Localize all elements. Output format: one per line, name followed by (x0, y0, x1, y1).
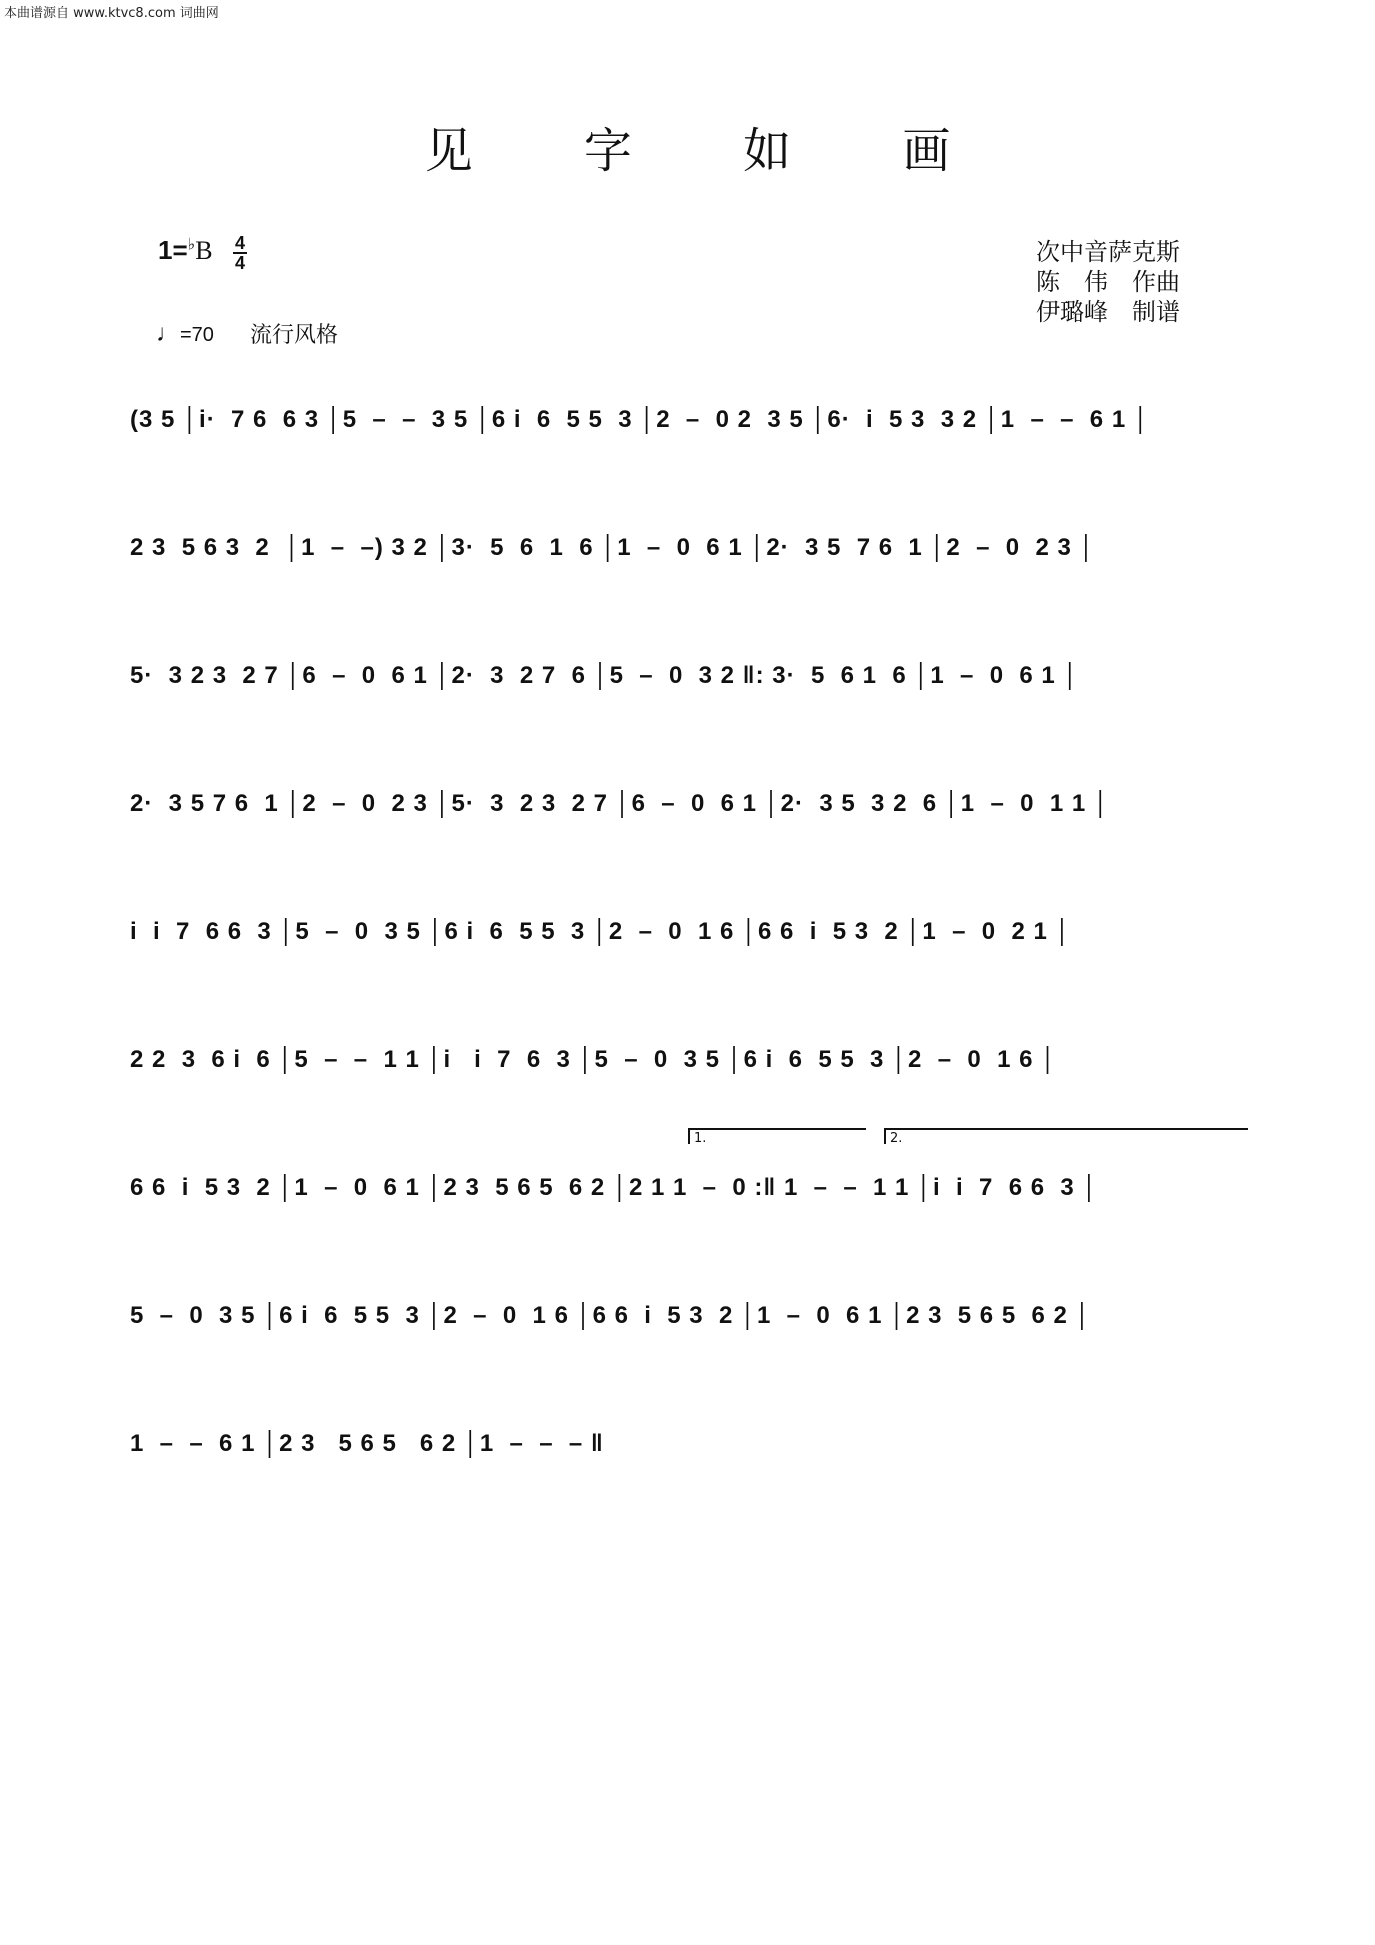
credit-arranger: 伊璐峰 制谱 (1036, 300, 1180, 326)
score-line (130, 656, 1246, 716)
volta-label-2: 2. (890, 1131, 903, 1146)
key-one: 1= (158, 234, 188, 265)
quarter-note-icon: ♩ (156, 320, 180, 347)
score-line-text: 5 – 0 3 5 │6 i 6 5 5 3 │2 – 0 1 6 │6 6 i 5 3 2 │1 – 0 6 1 │2 3 5 6 5 6 2 │ (130, 1302, 1092, 1329)
volta-bracket-1 (688, 1128, 866, 1144)
score-line-text: 2 3 5 6 3 2 │1 – –) 3 2 │3· 5 6 1 6 │1 – 0 6 1 │2· 3 5 7 6 1 │2 – 0 2 3 │ (130, 534, 1096, 561)
score-line (130, 400, 1246, 460)
score-line (130, 912, 1246, 972)
site-header: 本曲谱源自 www.ktvc8.com 词曲网 (4, 6, 219, 21)
time-signature (233, 234, 247, 272)
score-line (130, 1040, 1246, 1100)
credit-instrument: 次中音萨克斯 (1036, 240, 1180, 266)
score-line (130, 784, 1246, 844)
score-line (130, 1131, 1246, 1228)
score-line (130, 1424, 1246, 1484)
score-line-text: 2 2 3 6 i 6 │5 – – 1 1 │i i 7 6 3 │5 – 0 3 5 │6 i 6 5 5 3 │2 – 0 1 6 │ (130, 1046, 1058, 1073)
credit-composer: 陈 伟 作曲 (1036, 270, 1180, 296)
style-label: 流行风格 (250, 323, 339, 348)
score-line-text: (3 5 │i· 7 6 6 3 │5 – – 3 5 │6 i 6 5 5 3 │2 – 0 2 3 5 │6· i 5 3 3 2 │1 – – 6 1 │ (130, 406, 1150, 433)
meter-denominator: 4 (235, 253, 246, 273)
song-title: 见 字 如 画 (424, 123, 999, 179)
score-line-text: 2· 3 5 7 6 1 │2 – 0 2 3 │5· 3 2 3 2 7 │6 – 0 6 1 │2· 3 5 3 2 6 │1 – 0 1 1 │ (130, 790, 1110, 817)
score-line (130, 528, 1246, 588)
key-signature (158, 234, 247, 272)
tempo-marking (156, 320, 214, 348)
score-line-text: 6 6 i 5 3 2 │1 – 0 6 1 │2 3 5 6 5 6 2 │2 1 1 – 0 :‖ 1 – – 1 1 │i i 7 6 6 3 │ (130, 1174, 1099, 1201)
meter-numerator: 4 (235, 233, 246, 253)
score-line-text: 1 – – 6 1 │2 3 5 6 5 6 2 │1 – – – ‖ (130, 1430, 604, 1457)
credits (1036, 238, 1180, 328)
volta-label-1: 1. (694, 1131, 707, 1146)
score-line (130, 1296, 1246, 1356)
score-line-text: i i 7 6 6 3 │5 – 0 3 5 │6 i 6 5 5 3 │2 – 0 1 6 │6 6 i 5 3 2 │1 – 0 2 1 │ (130, 918, 1072, 945)
tempo-value: =70 (180, 324, 214, 346)
volta-bracket-2 (884, 1128, 1248, 1144)
key-letter: B (195, 235, 213, 265)
flat-sign: ♭ (187, 236, 196, 254)
score-line-text: 5· 3 2 3 2 7 │6 – 0 6 1 │2· 3 2 7 6 │5 – 0 3 2 ‖: 3· 5 6 1 6 │1 – 0 6 1 │ (130, 662, 1080, 689)
